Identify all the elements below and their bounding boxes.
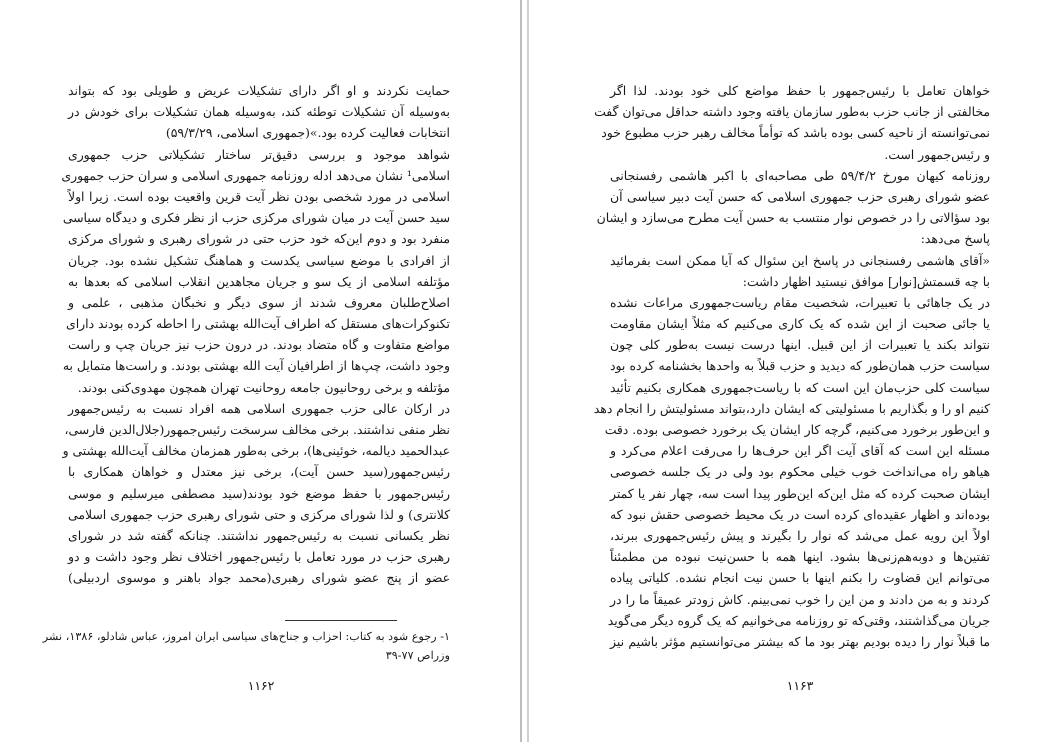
text-line: سیاست کلی حزب‌مان این است که با ریاست‌جمهوری همکاری بکنیم تأئید: [610, 379, 990, 395]
page-number: ۱۱۶۲: [247, 678, 275, 693]
text-line: اولاً این رویه عمل می‌شد که نوار را بگیرند و پیش رئیس‌جمهوری ببرند،: [610, 527, 990, 543]
text-line: مخالفتی از جانب حزب به‌طور سازمان یافته وجود داشته حداقل می‌توان گفت: [594, 104, 990, 120]
text-line: نظر منفی نداشتند. برخی مخالف سرسخت رئیس‌جمهور(جلال‌الدین فارسی،: [64, 422, 450, 437]
text-line: رئیس‌جمهور(سید حسن آیت)، برخی نیز معتدل و خواهان همکاری با: [68, 464, 450, 480]
text-line: در یک جاهائی با تعبیرات، شخصیت مقام ریاست‌جمهوری مراعات نشده: [610, 294, 990, 310]
text-line: نتواند بکند یا تعبیرات از این قبیل. اینها درست نیست به‌طور کلی چون: [610, 337, 990, 353]
text-line: شواهد موجود و بررسی دقیق‌تر ساختار تشکیلاتی حزب جمهوری: [68, 146, 450, 162]
footnote-separator: [285, 620, 397, 621]
text-line: و این‌طور برخورد می‌کنیم، گرچه کار ایشان یک برخورد خصوصی بوده. دقت: [604, 422, 990, 437]
text-line: وجود داشت، چپ‌ها از اطرافیان آیت الله بهشتی بودند. و راست‌ها متمایل به: [62, 358, 450, 374]
text-line: اصلاح‌طلبان معروف شدند از سوی دیگر و نخبگان مذهبی ، علمی و: [68, 294, 450, 310]
text-line: انتخابات فعالیت کرده بود.»(جمهوری اسلامی، ۵۹/۳/۲۹): [165, 125, 450, 141]
text-line: مؤتلفه اسلامی از یک سو و جریان مجاهدین انقلاب اسلامی که بعدها به: [68, 273, 450, 289]
left-page-body: [61, 80, 450, 589]
right-page-body: [593, 80, 991, 652]
text-line: منفرد بود و دوم این‌که خود حزب حتی در شورای رهبری و شورای مرکزی: [68, 231, 450, 247]
text-line: جریان می‌گذاشتند، وقتی‌که تو روزنامه می‌خوانیم که یک گروه دیگر می‌گوید: [607, 612, 990, 628]
text-line: ۱- رجوع شود به کتاب: احزاب و جناح‌های سیاسی ایران امروز، عباس شادلو، ۱۳۸۶، نشر: [42, 630, 450, 643]
text-line: عضو شورای رهبری حزب جمهوری اسلامی که حسن آیت دبیر سیاسی آن: [610, 188, 990, 204]
text-line: هیاهو راه می‌انداخت خوب خیلی محکوم بود ولی در یک جلسه خصوصی: [610, 464, 990, 480]
text-line: رئیس‌جمهور با حفظ موضع خود بودند(سید مصطفی میرسلیم و موسی: [68, 485, 450, 501]
text-line: اسلامی در مورد شخصی بودن نظر آیت قرین واقعیت بوده است. زیرا اولاً: [68, 188, 450, 204]
text-line: بوده‌اند و اظهار عقیده‌ای کرده است در یک محیط خصوصی حقش نبود که: [610, 506, 990, 522]
text-line: کلانتری) و لذا شورای مرکزی و حتی شورای رهبری حزب جمهوری اسلامی: [68, 506, 450, 522]
text-line: «آقای هاشمی رفسنجانی در پاسخ این سئوال که آیا ممکن است بفرمائید: [610, 252, 990, 268]
page-number: ۱۱۶۳: [786, 678, 814, 693]
gutter-shadow: [527, 0, 529, 742]
text-line: نظر یکسانی نسبت به رئیس‌جمهور نداشتند. چنانکه گفته شد در شورای: [68, 527, 450, 543]
text-line: سیاست حزب همان‌طور که دیدید و حزب قبلاً به واحدها بخشنامه کرده بود: [610, 358, 990, 374]
text-line: و رئیس‌جمهور است.: [884, 146, 990, 162]
text-line: سید حسن آیت در میان شورای مرکزی حزب از نظر فکری و دیدگاه سیاسی: [62, 210, 450, 226]
text-line: مؤتلفه و برخی روحانیون جامعه روحانیت تهران همچون مهدوی‌کنی بودند.: [77, 379, 450, 395]
text-line: ما قبلاً نوار را دیده بودیم بهتر بود ما که بیشتر می‌توانستیم مؤثر باشیم نیز: [610, 633, 990, 649]
right-page: [530, 0, 1050, 742]
text-line: مواضع متفاوت و گاه متضاد بودند. در درون حزب نیز جریان چپ و راست: [68, 337, 450, 353]
text-line: پاسخ می‌دهد:: [920, 231, 990, 247]
text-line: عضو از پنج عضو شورای رهبری(محمد جواد باهنر و موسوی اردبیلی): [68, 570, 450, 586]
gutter-shadow: [520, 0, 522, 742]
text-line: از افرادی با موضع سیاسی یکدست و هماهنگ تشکیل نشده بود. جریان: [68, 252, 450, 268]
text-line: کنیم او را و بگذاریم با مسئولیتی که ایشان دارد،بتواند مسئولیتش را انجام دهد: [593, 400, 990, 416]
text-line: تفتین‌ها و دوبه‌هم‌زنی‌ها بشود. اینها همه با حسن‌نیت نبوده من مطمئناً: [610, 549, 990, 565]
text-line: می‌توانم این قضاوت را بکنم اینها با حسن نیت انجام نشده. کلیاتی پیاده: [610, 570, 990, 586]
text-line: مسئله این است که آقای آیت اگر این حرف‌ها را می‌رفت اعلام می‌کرد و: [610, 443, 990, 459]
text-line: یا جائی صحبت از این شده که یک کاری می‌کنیم که مثلاً ایشان مقاومت: [610, 316, 990, 332]
text-line: ایشان صحبت کرده که مثل این‌که این‌طور پیدا است سه، چهار نفر یا کمتر: [610, 485, 990, 501]
text-line: تکنوکرات‌های مستقل که اطراف آیت‌الله بهشتی را احاطه کرده بودند دارای: [66, 316, 450, 332]
text-line: با چه قسمتش[نوار] موافق نیستید اظهار داشت:: [742, 273, 990, 289]
text-line: روزنامه کیهان مورخ ۵۹/۴/۲ طی مصاحبه‌ای با اکبر هاشمی رفسنجانی: [610, 167, 991, 183]
text-line: عبدالحمید دیالمه، خوئینی‌ها)، برخی به‌طور همزمان مخالف آیت‌الله بهشتی و: [62, 443, 450, 459]
text-line: رهبری حزب در مورد تعامل با رئیس‌جمهور اختلاف نظر وجود داشت و دو: [68, 549, 450, 565]
text-line: خواهان تعامل با رئیس‌جمهور با حفظ مواضع کلی خود بودند. لذا اگر: [610, 83, 990, 98]
text-line: به‌وسیله آن تشکیلات توطئه کند، به‌وسیله همان تشکیلات برای خودش در: [68, 104, 450, 120]
text-line: حمایت نکردند و او اگر دارای تشکیلات عریض و طویلی بود که بتواند: [68, 83, 450, 98]
text-line: بود سؤالاتی را در خصوص نوار منتسب به حسن آیت مطرح می‌سازد و ایشان: [596, 210, 990, 226]
text-line: در ارکان عالی حزب جمهوری اسلامی همه افراد نسبت به رئیس‌جمهور: [68, 400, 450, 416]
footnote: [42, 627, 450, 665]
text-line: اسلامی¹ نشان می‌دهد ادله روزنامه جمهوری اسلامی و سران حزب جمهوری: [61, 167, 450, 183]
text-line: کردند و به من دادند و من این را خوب نمی‌بینم. کاش زودتر عمیقاً ما را در: [610, 591, 990, 607]
text-line: نمی‌توانسته از ناحیه کسی بوده باشد که توأماً مخالف رهبر حزب مطبوع خود: [601, 125, 990, 141]
text-line: وزراص ۷۷-۳۹: [385, 649, 450, 662]
left-page: [0, 0, 520, 742]
